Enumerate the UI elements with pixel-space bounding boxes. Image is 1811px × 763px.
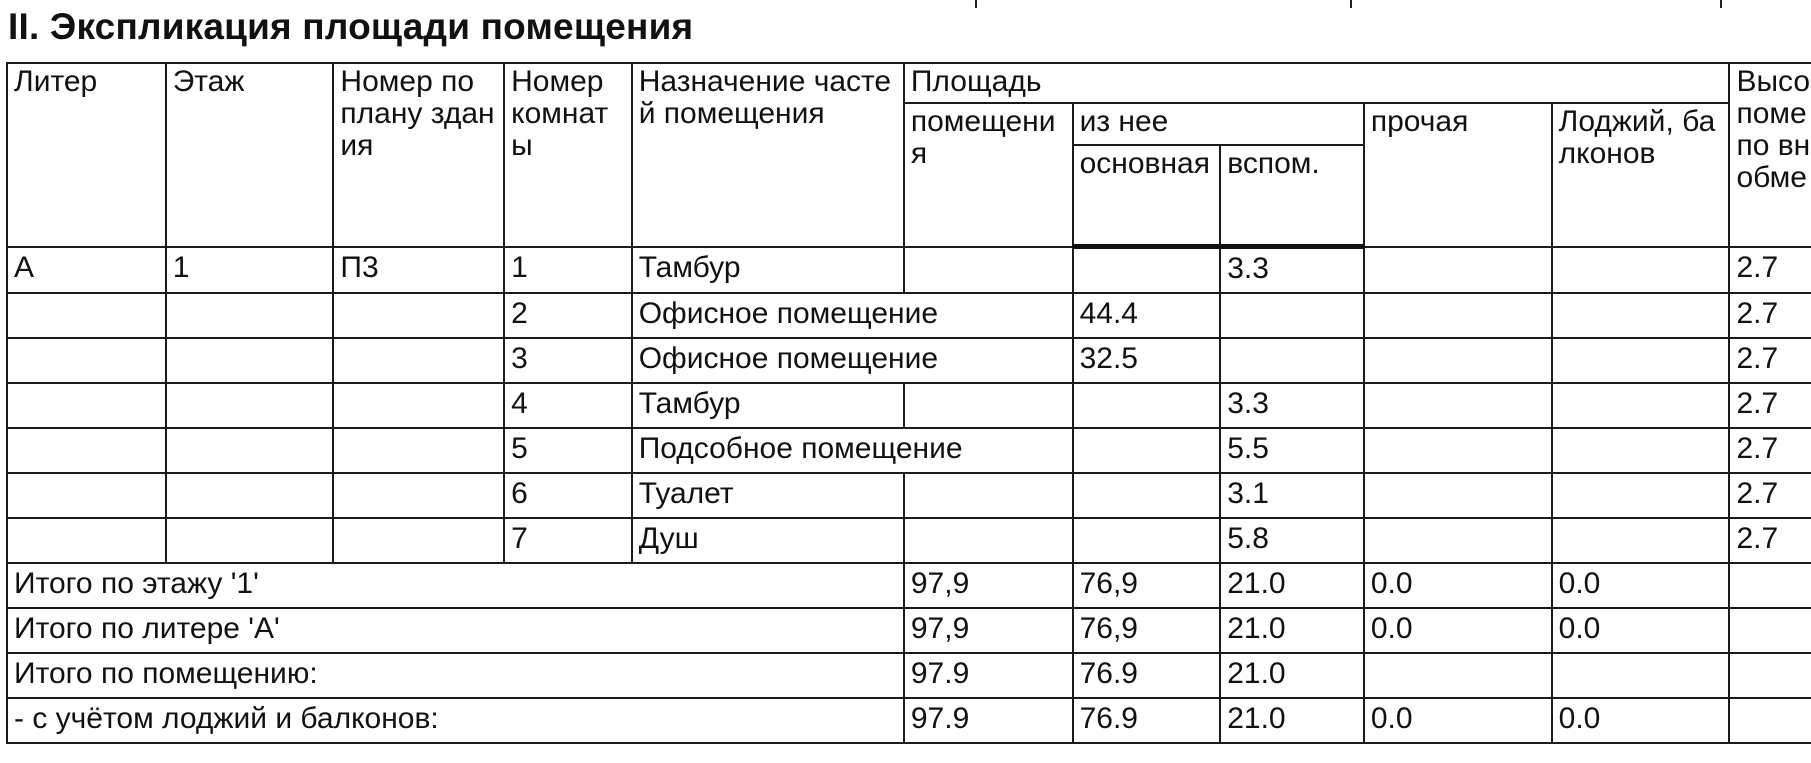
cell-other [1364, 428, 1552, 473]
cell-area [904, 383, 1073, 428]
header-height: Высо поме по вн обме [1729, 63, 1811, 247]
table-row [7, 338, 1811, 383]
total-other: 0.0 [1364, 698, 1552, 743]
cell-floor [166, 473, 334, 518]
header-floor: Этаж [166, 63, 334, 247]
header-area: Площадь [904, 63, 1730, 103]
cell-plan [333, 473, 504, 518]
total-aux: 21.0 [1220, 698, 1364, 743]
total-loggia: 0.0 [1552, 698, 1730, 743]
cell-height: 2.7 [1729, 383, 1811, 428]
table-row [7, 293, 1811, 338]
cell-height: 2.7 [1729, 473, 1811, 518]
header-purpose: Назначение частей помещения [632, 63, 904, 247]
header-area-room: помещения [904, 103, 1073, 247]
total-label: - с учётом лоджий и балконов: [7, 698, 904, 743]
cell-plan [333, 383, 504, 428]
cell-room: 7 [504, 518, 632, 563]
cell-loggia [1552, 383, 1730, 428]
total-height [1729, 653, 1811, 698]
total-height [1729, 563, 1811, 608]
cell-room: 4 [504, 383, 632, 428]
cell-floor [166, 338, 334, 383]
total-area: 97.9 [904, 653, 1073, 698]
total-main: 76.9 [1073, 653, 1221, 698]
cell-height: 2.7 [1729, 247, 1811, 294]
cell-height: 2.7 [1729, 518, 1811, 563]
cell-floor [166, 518, 334, 563]
total-loggia: 0.0 [1552, 563, 1730, 608]
cell-name: Офисное помещение [632, 338, 1073, 383]
cell-main: 44.4 [1073, 293, 1221, 338]
header-plan-number: Номер по плану здания [333, 63, 504, 247]
table-row [7, 428, 1811, 473]
cell-plan: П3 [333, 247, 504, 294]
cell-other [1364, 383, 1552, 428]
total-row-floor [7, 563, 1811, 608]
total-other: 0.0 [1364, 608, 1552, 653]
cell-name: Душ [632, 518, 904, 563]
cell-area [904, 247, 1073, 294]
cell-plan [333, 428, 504, 473]
cell-loggia [1552, 247, 1730, 294]
header-other: прочая [1364, 103, 1552, 247]
header-main: основная [1073, 145, 1221, 247]
header-loggias: Лоджий, балконов [1552, 103, 1730, 247]
cell-main [1073, 518, 1221, 563]
table-row [7, 473, 1811, 518]
total-row-with-loggias [7, 698, 1811, 743]
total-height [1729, 608, 1811, 653]
cell-liter [7, 293, 166, 338]
cell-main [1073, 428, 1221, 473]
total-height [1729, 698, 1811, 743]
cell-name: Тамбур [632, 383, 904, 428]
table-row [7, 247, 1811, 294]
cell-height: 2.7 [1729, 293, 1811, 338]
total-aux: 21.0 [1220, 653, 1364, 698]
cell-name: Подсобное помещение [632, 428, 1073, 473]
total-other [1364, 653, 1552, 698]
total-aux: 21.0 [1220, 608, 1364, 653]
cell-name: Офисное помещение [632, 293, 1073, 338]
cell-aux: 5.5 [1220, 428, 1364, 473]
cell-other [1364, 293, 1552, 338]
cell-liter [7, 428, 166, 473]
total-loggia: 0.0 [1552, 608, 1730, 653]
cell-floor [166, 383, 334, 428]
cell-aux: 3.1 [1220, 473, 1364, 518]
header-of-it: из нее [1073, 103, 1364, 145]
cell-plan [333, 338, 504, 383]
cell-room: 6 [504, 473, 632, 518]
total-area: 97,9 [904, 563, 1073, 608]
cell-main [1073, 383, 1221, 428]
cell-liter [7, 518, 166, 563]
cell-aux: 3.3 [1220, 247, 1364, 294]
cell-other [1364, 473, 1552, 518]
header-aux: вспом. [1220, 145, 1364, 247]
cell-area [904, 518, 1073, 563]
explication-table [6, 62, 1811, 744]
cell-loggia [1552, 428, 1730, 473]
cell-plan [333, 293, 504, 338]
total-row-liter [7, 608, 1811, 653]
cell-floor [166, 293, 334, 338]
cell-room: 3 [504, 338, 632, 383]
cell-height: 2.7 [1729, 338, 1811, 383]
total-label: Итого по помещению: [7, 653, 904, 698]
cell-height: 2.7 [1729, 428, 1811, 473]
cell-aux [1220, 293, 1364, 338]
cell-area [904, 473, 1073, 518]
total-label: Итого по литере 'А' [7, 608, 904, 653]
cell-liter: А [7, 247, 166, 294]
cell-floor [166, 428, 334, 473]
cell-liter [7, 338, 166, 383]
total-main: 76,9 [1073, 608, 1221, 653]
total-main: 76.9 [1073, 698, 1221, 743]
table-row [7, 383, 1811, 428]
total-area: 97,9 [904, 608, 1073, 653]
cell-other [1364, 247, 1552, 294]
cell-room: 1 [504, 247, 632, 294]
cell-aux [1220, 338, 1364, 383]
table-row [7, 518, 1811, 563]
cell-loggia [1552, 518, 1730, 563]
header-liter: Литер [7, 63, 166, 247]
cell-aux: 5.8 [1220, 518, 1364, 563]
cell-room: 2 [504, 293, 632, 338]
cell-liter [7, 473, 166, 518]
cell-room: 5 [504, 428, 632, 473]
total-main: 76,9 [1073, 563, 1221, 608]
cell-floor: 1 [166, 247, 334, 294]
total-loggia [1552, 653, 1730, 698]
cell-loggia [1552, 293, 1730, 338]
cell-loggia [1552, 338, 1730, 383]
page-title: II. Экспликация площади помещения [8, 6, 694, 47]
total-aux: 21.0 [1220, 563, 1364, 608]
cell-liter [7, 383, 166, 428]
cell-main [1073, 473, 1221, 518]
cell-other [1364, 338, 1552, 383]
cell-name: Туалет [632, 473, 904, 518]
cell-main: 32.5 [1073, 338, 1221, 383]
cell-other [1364, 518, 1552, 563]
cell-main [1073, 247, 1221, 294]
cell-plan [333, 518, 504, 563]
total-label: Итого по этажу '1' [7, 563, 904, 608]
cell-loggia [1552, 473, 1730, 518]
header-room-number: Номер комнаты [504, 63, 632, 247]
total-other: 0.0 [1364, 563, 1552, 608]
total-row-premises [7, 653, 1811, 698]
cell-name: Тамбур [632, 247, 904, 294]
cell-aux: 3.3 [1220, 383, 1364, 428]
total-area: 97.9 [904, 698, 1073, 743]
